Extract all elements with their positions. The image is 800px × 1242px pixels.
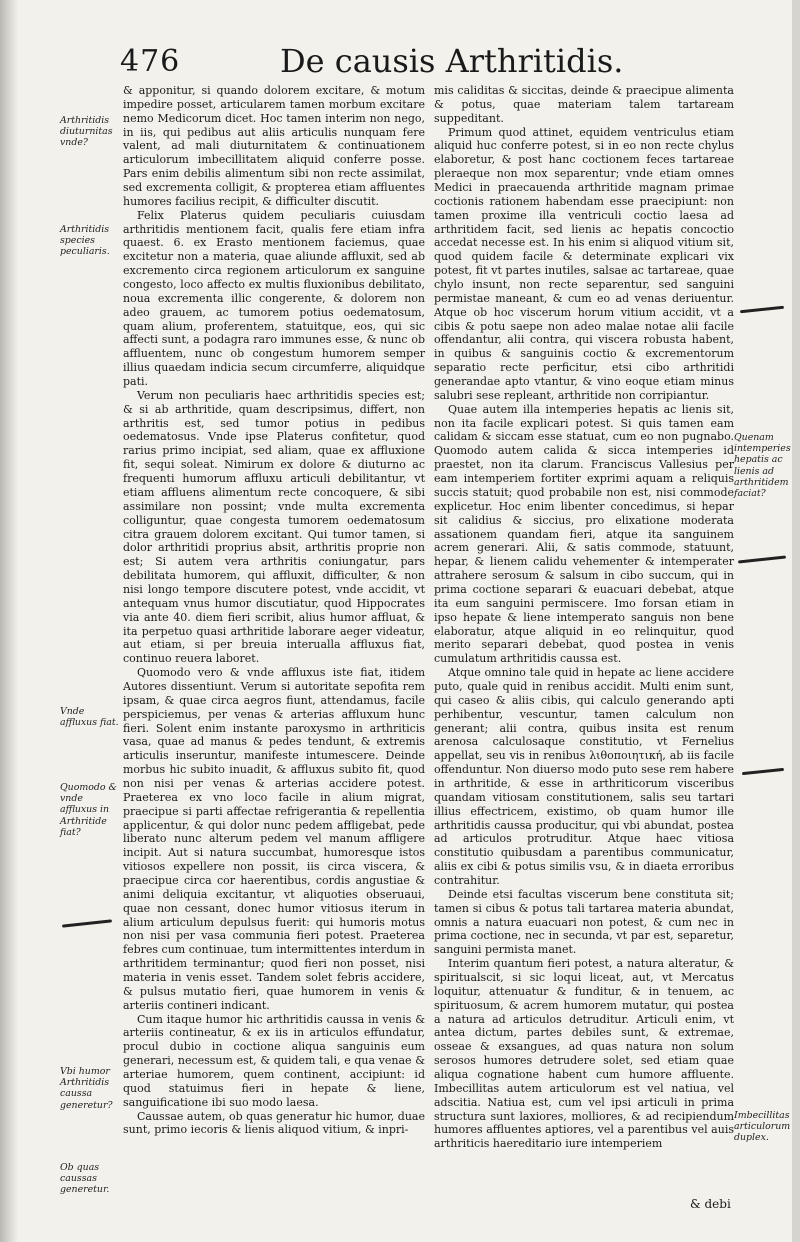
right-text-column [434,84,734,1151]
paragraph: Atque omnino tale quid in hepate ac liene accidere puto, quale quid in renibus accidit. Multi enim sunt, qui caseo & aliis cibis, qui calculo generando apti perhibentur, vescuntur, tamen calculum non generant; alii contra, quibus insita est renum arenosa calculosaque constitutio, vt Fernelius appellat, seu vis in renibus λιθοποιητική, ab iis facile offenduntur. Non diuerso modo puto sese rem habere in arthritide, & esse in arthriticorum visceribus quandam vitiosam constitutionem, salis seu tartari illius effectricem, existimo, ob quam humor ille arthritidis caussa producitur, qui vbi abundat, postea ad articulos protruditur. Atque haec vitiosa constitutio quibusdam a parentibus communicatur, aliis ex cibi & potus similis vsu, & in diaeta erroribus contrahitur. [434,666,734,887]
margin-note: Arthritidis diuturnitas vnde? [60,115,113,149]
catchword: & debi [690,1197,731,1211]
paragraph: Felix Platerus quidem peculiaris cuiusdam arthritidis mentionem facit, qualis fere etiam infra quaest. 6. ex Erasto mentionem faciemus, quae excitetur non a materia, quae aliunde affluxit, sed ab excremento circa regionem articulorum ex sanguine congesto, loco affecto ex multis fluxionibus debilitato, noua excrementa illic congerente, & dolorem non adeo grauem, ac tumorem potius oedematosum, quam alium, proferentem, statuitque, eos, qui sic affecti sunt, a podagra raro immunes esse, & nunc ob affluentem, nunc ob congestum humorem semper illius quaedam indicia secum circumferre, aliquidque pati. [123,208,425,389]
page-number: 476 [120,44,181,79]
paragraph: Quae autem illa intemperies hepatis ac lienis sit, non ita facile explicari potest. Si quis tamen eam calidam & siccam esse statuat, cum eo non pugnabo. Quomodo autem calida & sicca intemperies id praestet, non ita clarum. Franciscus Vallesius per eam intemperiem fortiter exprimi aquam a reliquis succis statuit; quod probabile non est, nisi commode explicetur. Hoc enim libenter concedimus, si hepar sit calidius & siccius, pro elixatione moderata assationem quandam fieri, atque ita sanguinem acrem generari. Alii, & satis commode, statuunt, hepar, & lienem calidu vehementer & intemperater attrahere serosum & salsum in cibo succum, qui in prima coctione separari & euacuari debebat, atque ita eum sanguini permiscere. Imo forsan etiam in ipso hepate & liene intemperato sanguis non bene elaboratur, atque aliquid in eo relinquitur, quod merito separari debebat, quod postea in venis cumulatum arthritidis caussa est. [434,402,734,666]
ink-mark [742,768,784,775]
margin-note: Ob quas caussas generetur. [60,1162,110,1196]
binding-shadow [0,0,18,1242]
running-title: De causis Arthritidis. [280,42,624,80]
paragraph: Deinde etsi facultas viscerum bene constituta sit; tamen si cibus & potus tali tartarea materia abundat, omnis a natura euacuari non potest, & cum nec in prima coctione, nec in secunda, vt par est, separetur, sanguini permista manet. [434,887,734,957]
paragraph: Primum quod attinet, equidem ventriculus etiam aliquid huc conferre potest, si in eo non recte chylus elaboretur, & post hanc coctionem feces tartareae pleraeque non mox separentur; vnde etiam omnes Medici in praecauenda arthritide magnam primae coctionis rationem habendam esse praecipiunt: non tamen proxime illa ventriculi coctio laesa ad arthritidem facit, sed lienis ac hepatis concoctio accedat necesse est. In his enim si aliquod vitium sit, quod quidem facile & determinate explicari vix potest, fit vt partes inutiles, salsae ac tartareae, quae chylo insunt, non recte separentur, sed sanguini permistae maneant, & cum eo ad venas deriuentur. Atque ob hoc viscerum horum vitium accidit, vt a cibis & potu saepe non adeo malae notae alii facile offendantur, alii contra, qui viscera robusta habent, in quibus & sanguinis coctio & excrementorum separatio recte perficitur, etsi cibo arthritidi generandae apto vtantur, & vino eoque etiam minus salubri sese repleant, arthritide non corripiantur. [434,125,734,402]
margin-note: Imbecillitas articulorum duplex. [734,1110,791,1144]
page-header [120,40,760,86]
ink-mark [62,919,112,927]
paragraph: & apponitur, si quando dolorem excitare, & motum impedire posset, articularem tamen morbum excitare nemo Medicorum dicet. Hoc tamen interim non nego, in iis, qui pedibus aut aliis articulis nunquam fere valent, ad mali diuturnitatem & continuationem articulorum imbecillitatem aliquid conferre posse. Pars enim debilis alimentum sibi non recte assimilat, sed excrementa colligit, & propterea etiam affluentes humores facilius recipit, & difficulter discutit. [123,84,425,208]
margin-note: Vbi humor Arthritidis caussa generetur? [60,1066,113,1111]
ink-mark [738,555,786,563]
ink-mark [740,306,784,314]
left-text-column [123,84,425,1137]
margin-note: Arthritidis species peculiaris. [60,224,110,258]
paragraph: Quomodo vero & vnde affluxus iste fiat, itidem Autores dissentiunt. Verum si autoritate sepofita rem ipsam, & quae circa aegros fiunt, attendamus, facile perspiciemus, per venas & arterias affluxum hunc fieri. Solent enim instante paroxysmo in arthriticis vasa, quae ad manus & pedes tendunt, & extremis articulis inseruntur, manifeste intumescere. Deinde morbus hic subito inuadit, & affluxus subito fit, quod non nisi per venas & arterias accidere potest. Praeterea ex vno loco facile in alium migrat, praecipue si parti affectae refrigerantia & repellentia applicentur, & qui dolor nunc pedem affligebat, pede liberato nunc alterum pedem vel manum affligere incipit. Aut si natura succumbat, humoresque istos vitiosos expellere non possit, iis circa viscera, & praecipue circa cor haerentibus, cordis angustiae & animi deliquia excitantur, vt aliquoties obseruaui, quae non cessant, donec humor vitiosus iterum in alium articulum depulsus fuerit: qui humoris motus non nisi per vasa communia fieri potest. Praeterea febres cum continuae, tum intermittentes interdum in arthritidem terminantur; quod fieri non posset, nisi materia in venis esset. Tandem solet febris accidere, & pulsus mutatio fieri, quae humorem in venis & arteriis contineri indicant. [123,666,425,1012]
paragraph: Verum non peculiaris haec arthritidis species est; & si ab arthritide, quam descripsimus, differt, non arthritis est, sed tumor potius in pedibus oedematosus. Vnde ipse Platerus confitetur, quod rarius primo incipiat, sed aliam, quae ex affluxione fit, sequi soleat. Nimirum ex dolore & diuturno ac frequenti humorum affluxu articuli debilitantur, vt etiam affluens alimentum recte concoquere, & sibi assimilare non possint; vnde multa excrementa colliguntur, quae congesta tumorem oedematosum citra grauem dolorem excitant. Qui tumor tamen, si dolor arthritidi proprius absit, arthritis proprie non est; Si autem vera arthritis coniungatur, pars debilitata humorem, qui affluxit, difficulter, & non nisi longo tempore discutere potest, vnde accidit, vt antequam vnus humor discutiatur, quod Hippocrates via ante 40. diem fieri scribit, alius humor affluat, & ita perpetuo quasi arthritide laborare aeger videatur, aut etiam, si per breuia interualla affluxus fiat, continuo reuera laboret. [123,388,425,666]
paragraph: Caussae autem, ob quas generatur hic humor, duae sunt, primo iecoris & lienis aliquod vitium, & inpri- [123,1109,425,1137]
margin-note: Quomodo & vnde affluxus in Arthritide fiat? [60,782,117,838]
paragraph: mis caliditas & siccitas, deinde & praecipue alimenta & potus, quae materiam talem tartaream suppeditant. [434,84,734,125]
paragraph: Interim quantum fieri potest, a natura alteratur, & spiritualscit, si sic loqui liceat, aut, vt Mercatus loquitur, attenuatur & funditur, & in tenuem, ac spirituosum, & acrem humorem mutatur, qui postea a natura ad articulos detruditur. Articuli enim, vt antea dictum, partes debiles sunt, & extremae, osseae & exsangues, ad quas natura non solum serosos humores detrudere solet, sed etiam quae aliqua cognatione habent cum humore affluente. Imbecillitas autem articulorum est vel natiua, vel adscitia. Natiua est, cum vel ipsi articuli in prima structura sunt laxiores, molliores, & ad recipiendum humores affluentes aptiores, vel a parentibus vel auis arthriticis haereditario iure intemperiem [434,957,734,1151]
margin-note: Quenam intemperies hepatis ac lienis ad arthritidem faciat? [734,432,791,500]
page-edge [792,0,800,1242]
paragraph: Cum itaque humor hic arthritidis caussa in venis & arteriis contineatur, & ex iis in articulos effundatur, procul dubio in coctione aliqua sanguinis eum generari, necessum est, & quidem tali, e qua venae & arteriae humorem, quem continent, accipiunt: id quod statuimus fieri in hepate & liene, sanguificatione ibi suo modo laesa. [123,1012,425,1109]
margin-note: Vnde affluxus fiat. [60,706,119,729]
